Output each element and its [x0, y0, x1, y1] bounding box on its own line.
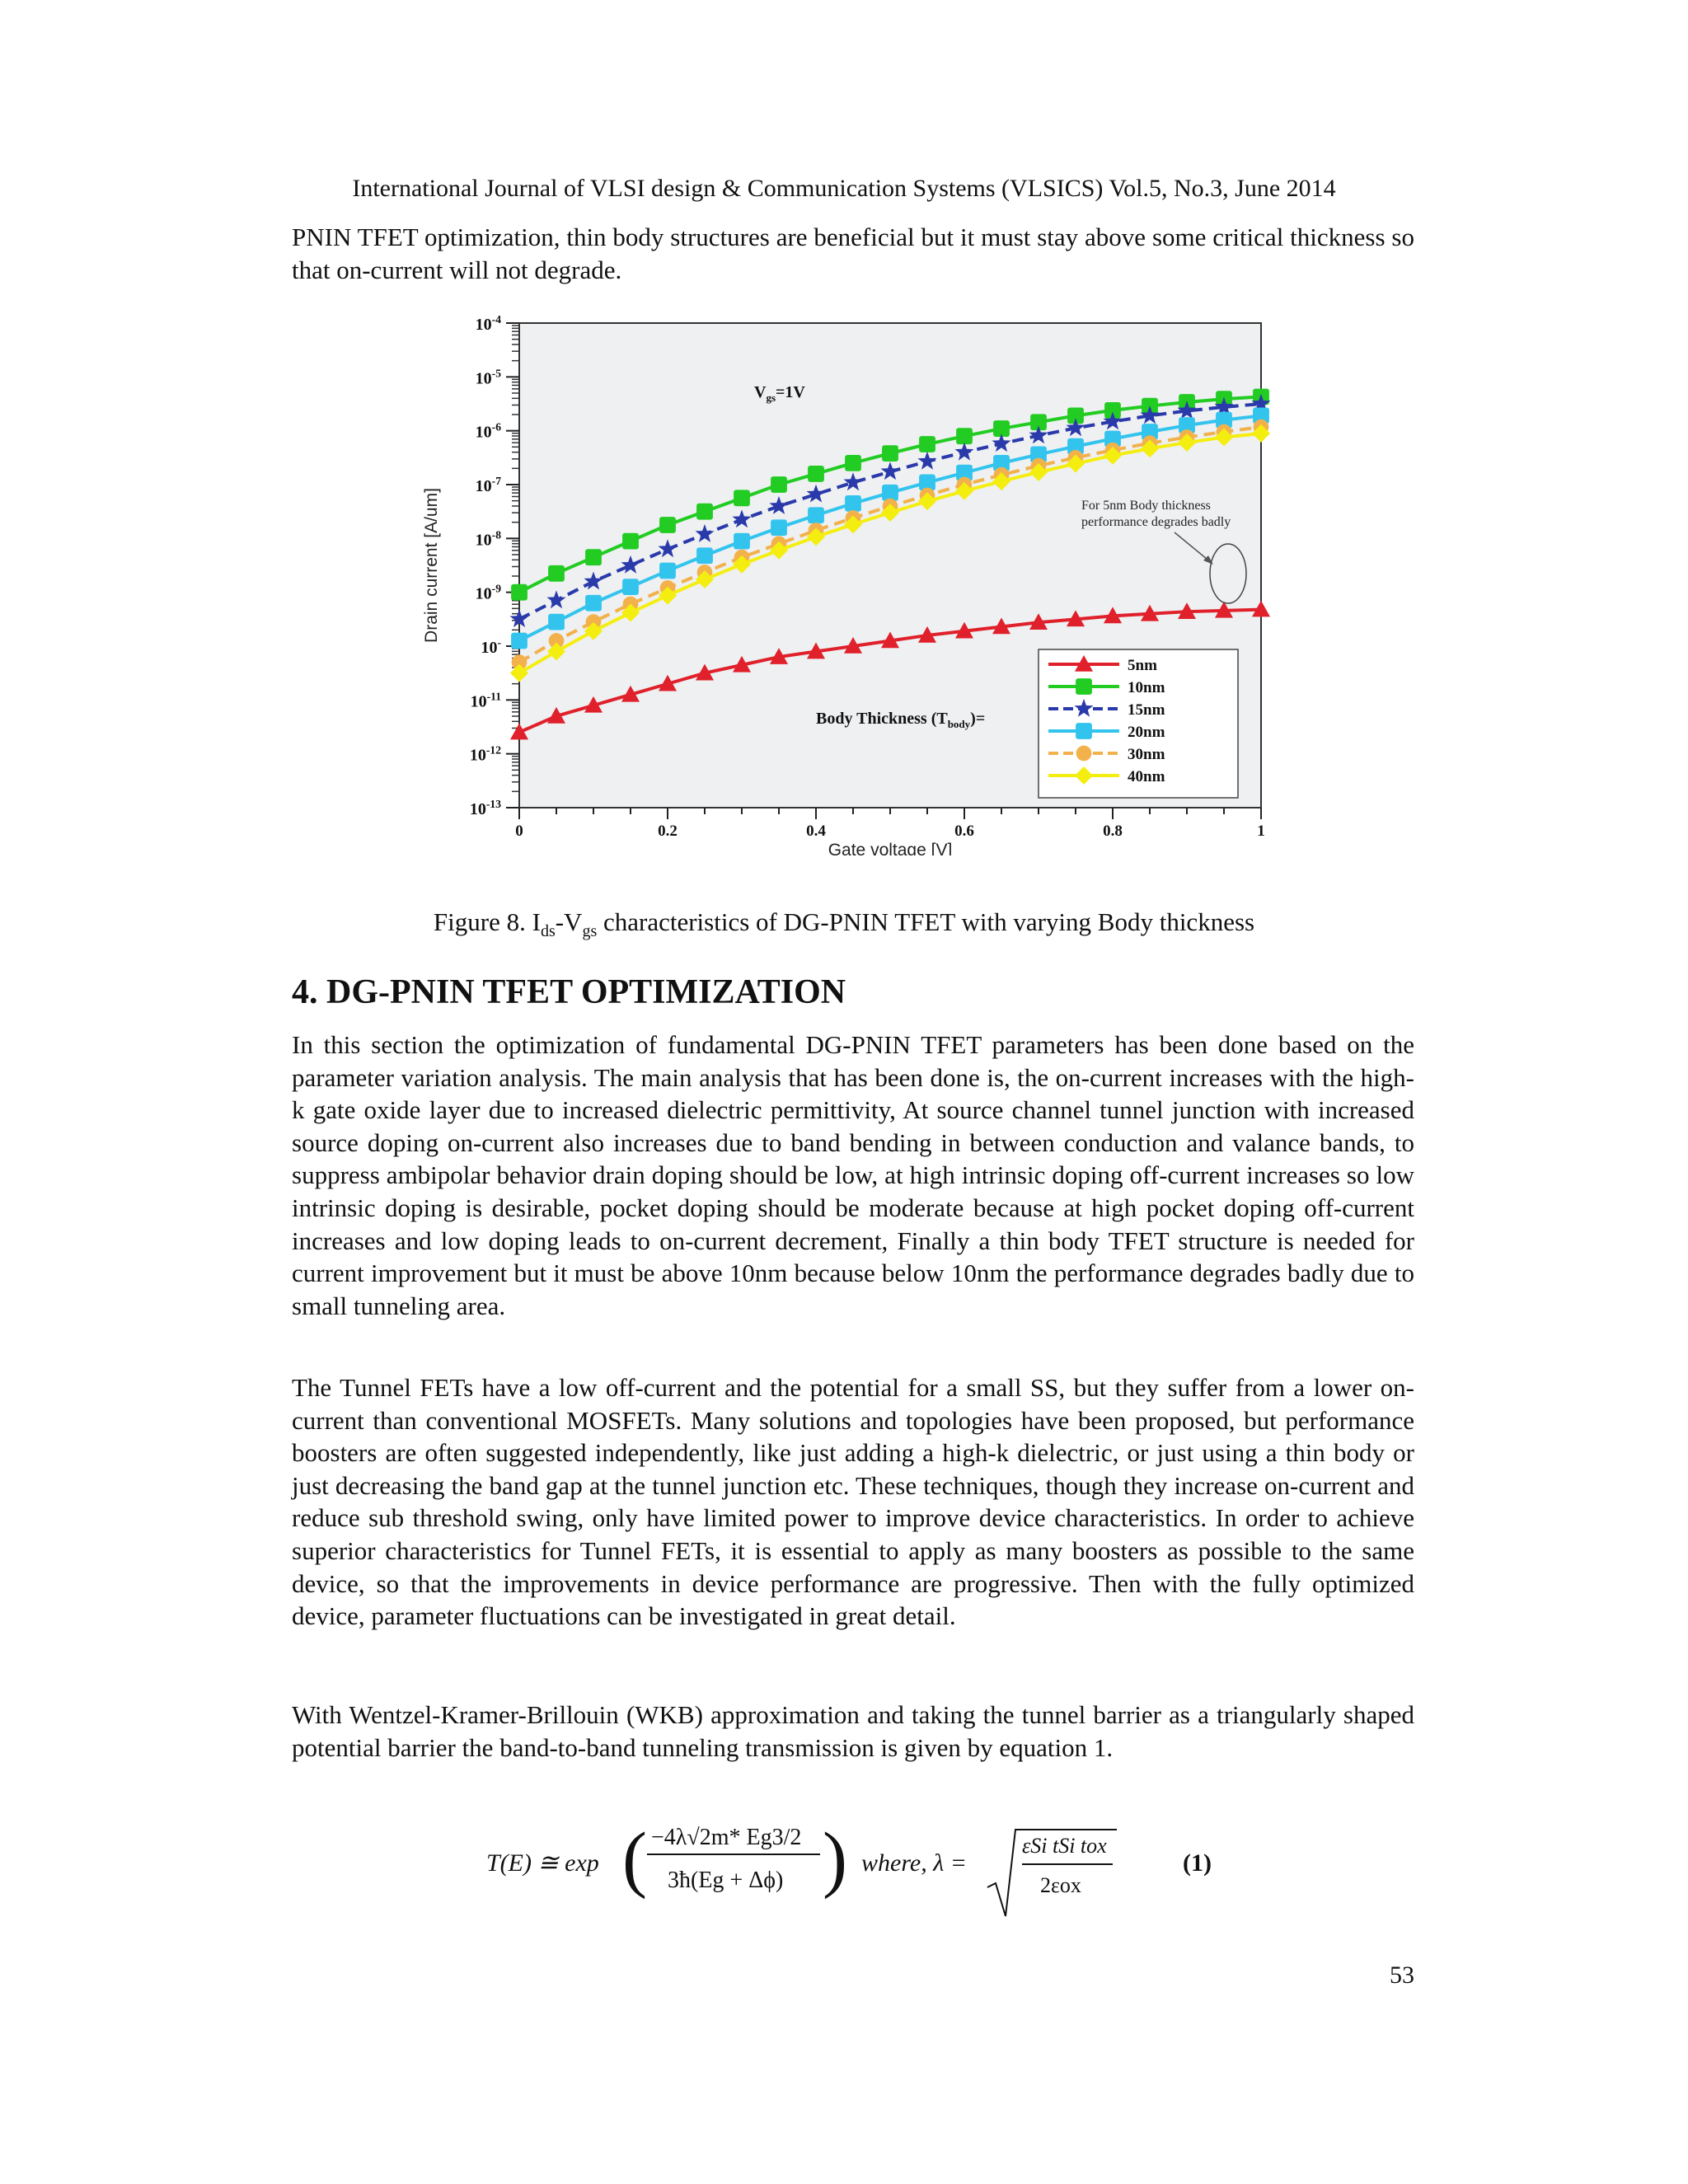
chart-svg [412, 312, 1286, 855]
data-point [511, 584, 528, 601]
data-point [696, 504, 713, 520]
page-number: 53 [1390, 1961, 1414, 1989]
caption-suffix: characteristics of DG-PNIN TFET with varying Body thickness [597, 907, 1255, 936]
intro-paragraph: PNIN TFET optimization, thin body structures are beneficial but it must stay above some critical thickness so that on-current will not degrade. [292, 223, 1414, 284]
x-axis-label: Gate voltage [V] [828, 841, 953, 855]
figure-caption [0, 907, 1688, 941]
legend-label: 30nm [1128, 746, 1165, 763]
data-point [585, 549, 602, 565]
data-point [882, 445, 898, 462]
data-point [771, 519, 787, 536]
equation-1 [478, 1805, 1253, 1920]
eq-denominator: 3ħ(Eg + Δϕ) [668, 1868, 784, 1893]
legend-label: 15nm [1128, 701, 1165, 719]
paragraph-2: The Tunnel FETs have a low off-current and the potential for a small SS, but they suffer from a lower on-current than conventional MOSFETs. Many solutions and topologies have been proposed, but performance boosters are often suggested independently, like just adding a high-k dielectric, or just using a thin body or just decreasing the band gap at the tunnel junction etc. These techniques, though they increase on-current and reduce sub threshold swing, only have limited power to improve device characteristics. In order to achieve superior characteristics for Tunnel FETs, it is essential to apply as many boosters as possible to the same device, so that the improvements in device performance are progressive. Then with the fully optimized device, parameter fluctuations can be investigated in great detail. [292, 1373, 1414, 1631]
eq-where: where, λ = [861, 1849, 967, 1877]
y-tick-label: $10^{-8}$ [475, 528, 501, 550]
data-point [808, 507, 824, 523]
x-tick-label: 0.2 [658, 823, 678, 840]
y-tick-label: $10^{-13}$ [469, 798, 501, 818]
section-title: 4. DG-PNIN TFET OPTIMIZATION [292, 973, 846, 1011]
data-point [696, 547, 713, 564]
data-point [659, 563, 676, 579]
eq-number: (1) [1183, 1849, 1212, 1877]
legend [1039, 649, 1238, 798]
y-axis [470, 313, 519, 818]
data-point [1076, 746, 1092, 762]
annotation-note-line1: For 5nm Body thickness [1081, 499, 1211, 513]
vgs-annotation: $V_{gs}=1V$ [754, 383, 805, 404]
legend-label: 5nm [1128, 657, 1157, 674]
data-point [734, 490, 750, 506]
data-point [1076, 678, 1092, 695]
data-point [659, 517, 676, 533]
x-axis [515, 808, 1265, 855]
caption-prefix: Figure 8. I [433, 907, 541, 936]
data-point [771, 476, 787, 493]
data-point [882, 485, 898, 501]
y-tick-label: $10^{-9}$ [475, 582, 501, 603]
data-point [1076, 723, 1092, 739]
y-tick-label: $10^{-7}$ [475, 475, 501, 495]
x-tick-label: 0.8 [1103, 823, 1123, 840]
legend-label: 40nm [1128, 768, 1165, 785]
eq-lhs: T(E) ≅ exp [486, 1849, 599, 1877]
caption-sub-gs: gs [582, 922, 598, 941]
y-tick-label: 10- [481, 636, 501, 657]
y-axis-label: Drain current [A/um] [422, 488, 441, 643]
y-tick-label: $10^{-11}$ [470, 690, 501, 711]
data-point [622, 579, 639, 595]
y-tick-label: $10^{-12}$ [469, 743, 501, 765]
eq-numerator: −4λ√2m* Eg3/2 [651, 1825, 802, 1850]
caption-mid: -V [555, 907, 583, 936]
legend-title: Body Thickness $(T_{body})=$ [816, 710, 986, 730]
legend-label: 20nm [1128, 724, 1165, 741]
eq-open-paren: ( [622, 1818, 647, 1900]
x-tick-label: 0.6 [954, 823, 974, 840]
data-point [585, 595, 602, 612]
paragraph-3: With Wentzel-Kramer-Brillouin (WKB) approximation and taking the tunnel barrier as a triangularly shaped potential barrier the band-to-band tunneling transmission is given by equation 1. [292, 1700, 1414, 1762]
x-tick-label: 0.4 [806, 823, 826, 840]
caption-sub-ds: ds [540, 922, 556, 941]
data-point [511, 633, 528, 649]
y-tick-label: $10^{-6}$ [475, 420, 501, 442]
eq-close-paren: ) [823, 1818, 847, 1900]
data-point [845, 455, 861, 471]
eq-sqrt-den: 2εox [1040, 1873, 1081, 1897]
y-tick-label: $10^{-5}$ [475, 367, 501, 388]
x-tick-label: 0 [515, 823, 523, 840]
data-point [956, 428, 973, 444]
y-tick-label: $10^{-4}$ [475, 313, 501, 334]
annotation-note-line2: performance degrades badly [1081, 515, 1231, 529]
data-point [548, 565, 565, 582]
data-point [845, 495, 861, 512]
data-point [622, 533, 639, 550]
journal-header: International Journal of VLSI design & Communication Systems (VLSICS) Vol.5, No.3, June 2014 [352, 175, 1336, 202]
data-point [808, 466, 824, 482]
ids-vgs-chart [412, 312, 1286, 855]
x-tick-label: 1 [1257, 823, 1265, 840]
data-point [919, 436, 935, 452]
eq-sqrt-num: εSi tSi tox [1022, 1834, 1107, 1858]
legend-label: 10nm [1128, 679, 1165, 696]
equation-svg [478, 1805, 1253, 1920]
paragraph-1: In this section the optimization of fundamental DG-PNIN TFET parameters has been done based on the parameter variation analysis. The main analysis that has been done is, the on-current increases with the high-k gate oxide layer due to increased dielectric permittivity, At source channel tunnel junction with increased source doping on-current also increases due to band bending in between conduction and valance bands, to suppress ambipolar behavior drain doping should be low, at high intrinsic doping off-current increases so low intrinsic doping is desirable, pocket doping should be moderate because at high pocket doping off-current increases and low doping leads to on-current decrement, Finally a thin body TFET structure is needed for current improvement but it must be above 10nm because below 10nm the performance degrades badly due to small tunneling area. [292, 1030, 1414, 1320]
data-point [548, 614, 565, 630]
data-point [734, 533, 750, 550]
